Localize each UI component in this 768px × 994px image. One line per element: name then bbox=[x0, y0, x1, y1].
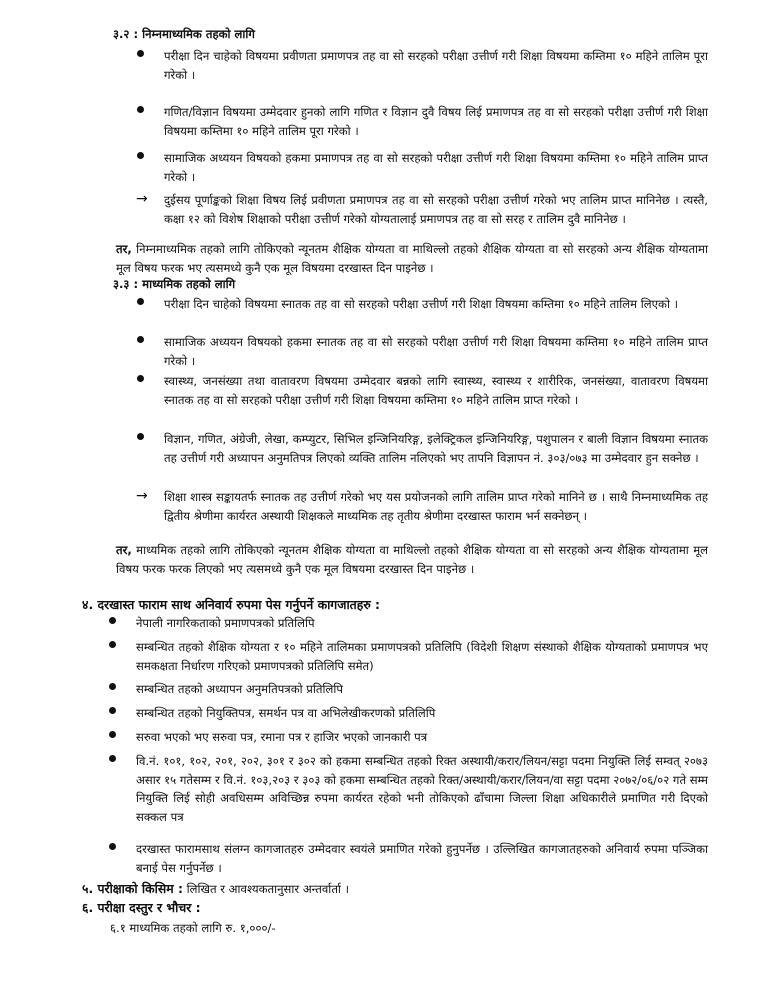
bullet-icon bbox=[137, 106, 144, 113]
list-item: सरुवा भएको भए सरुवा पत्र, रमाना पत्र र हाजिर भएको जानकारी पत्र bbox=[136, 728, 708, 747]
bullet-icon bbox=[109, 755, 116, 762]
list-item: गणित/विज्ञान विषयमा उम्मेदवार हुनको लागि गणित र विज्ञान दुवै विषय लिई प्रमाणपत्र तह वा सो सरहको परीक्षा उत्तीर्ण गरी शिक्षा विषयमा कम्तिमा १० महिने तालिम पूरा गरेको । bbox=[164, 103, 708, 140]
bullet-icon bbox=[109, 617, 116, 624]
list-item: सम्बन्धित तहको अध्यापन अनुमतिपत्रको प्रतिलिपि bbox=[136, 680, 708, 699]
section-3-3-heading: ३.३ : माध्यमिक तहको लागि bbox=[113, 277, 236, 291]
list-item: दरखास्त फारामसाथ संलग्न कागजातहरु उम्मेदवार स्वयंले प्रमाणित गरेको हुनुपर्नेछ । उल्लिखित कागजातहरुको अनिवार्य रुपमा पञ्जिका बनाई पेस गर्नुपर्नेछ । bbox=[136, 840, 708, 877]
bullet-icon bbox=[109, 843, 116, 850]
bullet-icon bbox=[137, 50, 144, 57]
section-6-heading: ६. परीक्षा दस्तुर र भौचर : bbox=[82, 900, 201, 915]
bullet-icon bbox=[137, 298, 144, 305]
list-item: स्वास्थ्य, जनसंख्या तथा वातावरण विषयमा उम्मेदवार बन्नको लागि स्वास्थ्य, स्वास्थ्य र शारीरिक, जनसंख्या, वातावरण विषयमा स्नातक तह वा सो सरहको परीक्षा उत्तीर्ण गरी शिक्षा विषयमा कम्तिमा १० महिने तालिम प्राप्त गरेको । bbox=[164, 372, 708, 409]
bullet-icon bbox=[109, 683, 116, 690]
section-5-text: लिखित र आवश्यकतानुसार अन्तर्वार्ता । bbox=[186, 882, 350, 896]
right-arrow-icon: → bbox=[136, 191, 148, 207]
list-item: विज्ञान, गणित, अंग्रेजी, लेखा, कम्प्युटर, सिभिल इन्जिनियरिङ्ग, इलेक्ट्रिकल इन्जिनियरिङ्ग, पशुपालन र बाली विज्ञान विषयमा स्नातक तह उत्तीर्ण गरी अध्यापन अनुमतिपत्र लिएको व्यक्ति तालिम नलिएको भए तापनि विज्ञापन नं. ३०३/०७३ मा उम्मेदवार हुन सक्नेछ । bbox=[164, 430, 708, 467]
section-3-3-note: तर, माध्यमिक तहको लागि तोकिएको न्यूनतम शैक्षिक योग्यता वा माथिल्लो तहको शैक्षिक योग्यता वा सो सरहको अन्य शैक्षिक योग्यतामा मूल विषय फरक फरक लिएको भए त्यसमध्ये कुनै एक मूल विषयमा दरखास्त दिन पाइनेछ । bbox=[116, 543, 708, 576]
list-item: सामाजिक अध्ययन विषयको हकमा स्नातक तह वा सो सरहको परीक्षा उत्तीर्ण गरी शिक्षा विषयमा कम्तिमा १० महिने तालिम प्राप्त गरेको । bbox=[164, 333, 708, 370]
right-arrow-icon: → bbox=[136, 488, 148, 504]
list-item: परीक्षा दिन चाहेको विषयमा प्रवीणता प्रमाणपत्र तह वा सो सरहको परीक्षा उत्तीर्ण गरी शिक्षा विषयमा कम्तिमा १० महिने तालिम पूरा गरेको । bbox=[164, 47, 708, 84]
bullet-icon bbox=[137, 433, 144, 440]
list-item: सम्बन्धित तहको शैक्षिक योग्यता र १० महिने तालिमका प्रमाणपत्रको प्रतिलिपि (विदेशी शिक्षण संस्थाको शैक्षिक योग्यताको प्रमाणपत्र भए समकक्षता निर्धारण गरिएको प्रमाणपत्रको प्रतिलिपि समेत) bbox=[136, 638, 708, 675]
section-4-heading: ४. दरखास्त फाराम साथ अनिवार्य रुपमा पेस गर्नुपर्ने कागजातहरु : bbox=[82, 597, 380, 612]
bullet-icon bbox=[137, 336, 144, 343]
section-3-2-heading: ३.२ : निम्नमाध्यमिक तहको लागि bbox=[113, 27, 255, 41]
list-item: सामाजिक अध्ययन विषयको हकमा प्रमाणपत्र तह वा सो सरहको परीक्षा उत्तीर्ण गरी शिक्षा विषयमा कम्तिमा १० महिने तालिम प्राप्त गरेको । bbox=[164, 149, 708, 186]
bullet-icon bbox=[137, 375, 144, 382]
list-item: परीक्षा दिन चाहेको विषयमा स्नातक तह वा सो सरहको परीक्षा उत्तीर्ण गरी शिक्षा विषयमा कम्तिमा १० महिने तालिम लिएको । bbox=[164, 295, 708, 314]
bullet-icon bbox=[109, 731, 116, 738]
section-5-heading: ५. परीक्षाको किसिम : bbox=[82, 881, 183, 896]
bullet-icon bbox=[109, 641, 116, 648]
section-5 bbox=[82, 880, 349, 899]
bullet-icon bbox=[109, 707, 116, 714]
bullet-icon bbox=[137, 152, 144, 159]
section-6-1-line: ६.१ माध्यमिक तहको लागि रु. १,०००/- bbox=[110, 921, 276, 935]
section-3-2-note: तर, निम्नमाध्यमिक तहको लागि तोकिएको न्यूनतम शैक्षिक योग्यता वा माथिल्लो तहको शैक्षिक योग्यता वा सो सरहको अन्य शैक्षिक योग्यतामा मूल विषय फरक भए त्यसमध्ये कुनै एक मूल विषयमा दरखास्त दिन पाइनेछ । bbox=[116, 242, 708, 275]
arrow-note: → शिक्षा शास्त्र सङ्कायतर्फ स्नातक तह उत्तीर्ण गरेको भए यस प्रयोजनको लागि तालिम प्राप्त गरेको मानिने छ । साथै निम्नमाध्यमिक तह द्वितीय श्रेणीमा कार्यरत अस्थायी शिक्षकले माध्यमिक तह तृतीय श्रेणीमा दरखास्त फाराम भर्न सक्नेछन् । bbox=[136, 488, 708, 523]
list-item: नेपाली नागरिकताको प्रमाणपत्रको प्रतिलिपि bbox=[136, 614, 708, 633]
list-item: वि.नं. १०१, १०२, २०१, २०२, ३०१ र ३०२ को हकमा सम्बन्धित तहको रिक्त अस्थायी/करार/लियन/सट्टा पदमा नियुक्ति लिई सम्वत् २०७३ असार १५ गतेसम्म र वि.नं. १०३,२०३ र ३०३ को हकमा सम्बन्धित तहको रिक्त/अस्थायी/करार/लियन/वा सट्टा पदमा २०७२/०६/०२ गते सम्म नियुक्ति लिई सोही अवधिसम्म अविच्छिन्न रुपमा कार्यरत रहेको भनी तोकिएको ढाँचामा जिल्ला शिक्षा अधिकारीले प्रमाणित गरी दिएको सक्कल पत्र bbox=[136, 752, 708, 826]
list-item: सम्बन्धित तहको नियुक्तिपत्र, समर्थन पत्र वा अभिलेखीकरणको प्रतिलिपि bbox=[136, 704, 708, 723]
arrow-note: → दुईसय पूर्णाङ्कको शिक्षा विषय लिई प्रवीणता प्रमाणपत्र तह वा सो सरहको परीक्षा उत्तीर्ण गरेको भए तालिम प्राप्त मानिनेछ । त्यस्तै, कक्षा १२ को विशेष शिक्षाको परीक्षा उत्तीर्ण गरेको योग्यतालाई प्रमाणपत्र तह वा सो सरह र तालिम दुवै मानिनेछ । bbox=[136, 191, 708, 226]
